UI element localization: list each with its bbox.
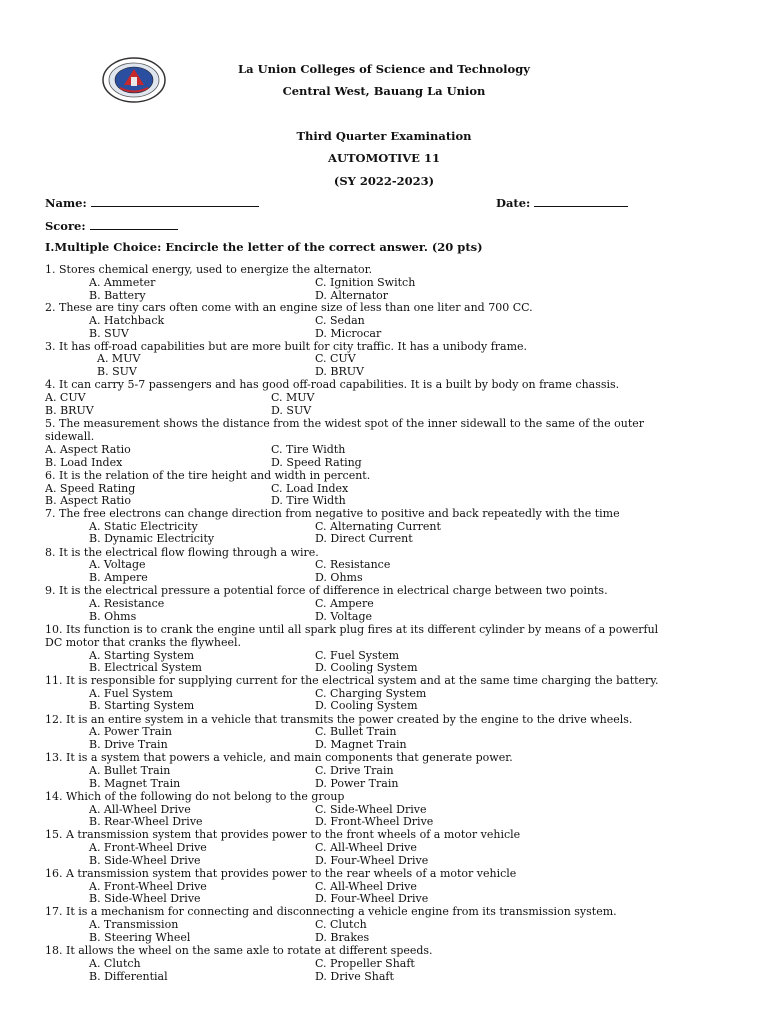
option-b[interactable]: B. Drive Train: [89, 738, 168, 751]
option-d[interactable]: D. BRUV: [315, 365, 365, 378]
option-a[interactable]: A. Front-Wheel Drive: [89, 841, 207, 854]
date-field[interactable]: [496, 196, 628, 210]
option-c[interactable]: C. Alternating Current: [315, 520, 441, 533]
option-d[interactable]: D. Cooling System: [315, 699, 418, 712]
option-c[interactable]: C. CUV: [315, 352, 356, 365]
question-7: 7. The free electrons can change direction from negative to positive and back repeatedly with the time: [45, 507, 620, 520]
question-1: 1. Stores chemical energy, used to energize the alternator.: [45, 263, 373, 276]
question-18: 18. It allows the wheel on the same axle to rotate at different speeds.: [45, 944, 433, 957]
option-d[interactable]: D. Four-Wheel Drive: [315, 892, 429, 905]
option-d[interactable]: D. Brakes: [315, 931, 370, 944]
option-c[interactable]: C. Clutch: [315, 918, 367, 931]
exam-subject: AUTOMOTIVE 11: [328, 151, 440, 165]
option-a[interactable]: A. Voltage: [89, 558, 146, 571]
question-3: 3. It has off-road capabilities but are more built for city traffic. It has a unibody frame.: [45, 340, 528, 353]
option-d[interactable]: D. Drive Shaft: [315, 970, 394, 983]
option-a[interactable]: A. Resistance: [89, 597, 165, 610]
question-4: 4. It can carry 5-7 passengers and has good off-road capabilities. It is a built by body on frame chassis.: [45, 378, 620, 391]
option-c[interactable]: C. Charging System: [315, 687, 427, 700]
option-a[interactable]: A. Hatchback: [89, 314, 165, 327]
question-15: 15. A transmission system that provides power to the front wheels of a motor vehicle: [45, 828, 521, 841]
option-a[interactable]: A. All-Wheel Drive: [89, 803, 191, 816]
school-year: (SY 2022-2023): [333, 174, 435, 188]
question-2: 2. These are tiny cars often come with an engine size of less than one liter and 700 CC.: [45, 301, 533, 314]
option-c[interactable]: C. Sedan: [315, 314, 365, 327]
option-a[interactable]: A. Transmission: [89, 918, 179, 931]
score-blank[interactable]: [90, 219, 178, 230]
option-b[interactable]: B. SUV: [89, 327, 129, 340]
option-c[interactable]: C. Side-Wheel Drive: [315, 803, 427, 816]
score-field[interactable]: [45, 219, 178, 233]
question-5-continued: sidewall.: [45, 430, 95, 443]
option-a[interactable]: A. Static Electricity: [89, 520, 198, 533]
option-a[interactable]: A. Clutch: [89, 957, 141, 970]
option-c[interactable]: C. MUV: [271, 391, 315, 404]
option-d[interactable]: D. Four-Wheel Drive: [315, 854, 429, 867]
option-b[interactable]: B. SUV: [97, 365, 137, 378]
option-c[interactable]: C. Bullet Train: [315, 725, 397, 738]
question-10-continued: DC motor that cranks the flywheel.: [45, 636, 242, 649]
question-12: 12. It is an entire system in a vehicle that transmits the power created by the engine to the drive wheels.: [45, 713, 633, 726]
option-d[interactable]: D. Alternator: [315, 289, 389, 302]
option-c[interactable]: C. Ignition Switch: [315, 276, 416, 289]
school-address: Central West, Bauang La Union: [282, 84, 486, 98]
option-b[interactable]: B. Ampere: [89, 571, 148, 584]
question-5: 5. The measurement shows the distance from the widest spot of the inner sidewall to the same of the outer: [45, 417, 645, 430]
option-c[interactable]: C. Drive Train: [315, 764, 394, 777]
option-d[interactable]: D. SUV: [271, 404, 312, 417]
question-6: 6. It is the relation of the tire height and width in percent.: [45, 469, 371, 482]
option-b[interactable]: B. Steering Wheel: [89, 931, 191, 944]
option-d[interactable]: D. Direct Current: [315, 532, 413, 545]
option-a[interactable]: A. CUV: [45, 391, 86, 404]
option-d[interactable]: D. Cooling System: [315, 661, 418, 674]
exam-title: Third Quarter Examination: [296, 129, 472, 143]
question-17: 17. It is a mechanism for connecting and disconnecting a vehicle engine from its transmission system.: [45, 905, 617, 918]
option-b[interactable]: B. Side-Wheel Drive: [89, 892, 201, 905]
question-9: 9. It is the electrical pressure a potential force of difference in electrical charge between two points.: [45, 584, 608, 597]
option-b[interactable]: B. Electrical System: [89, 661, 202, 674]
school-name: La Union Colleges of Science and Technology: [238, 62, 530, 76]
option-b[interactable]: B. Side-Wheel Drive: [89, 854, 201, 867]
option-a[interactable]: A. Front-Wheel Drive: [89, 880, 207, 893]
name-field[interactable]: [45, 196, 259, 210]
date-label: Date:: [496, 196, 531, 210]
option-c[interactable]: C. Load Index: [271, 482, 349, 495]
option-a[interactable]: A. Starting System: [89, 649, 195, 662]
option-a[interactable]: A. Aspect Ratio: [45, 443, 131, 456]
option-a[interactable]: A. Fuel System: [89, 687, 173, 700]
option-b[interactable]: B. Load Index: [45, 456, 123, 469]
option-d[interactable]: D. Voltage: [315, 610, 373, 623]
instructions: I.Multiple Choice: Encircle the letter of the correct answer. (20 pts): [45, 240, 483, 254]
option-d[interactable]: D. Tire Width: [271, 494, 346, 507]
option-d[interactable]: D. Microcar: [315, 327, 382, 340]
option-c[interactable]: C. Tire Width: [271, 443, 346, 456]
option-b[interactable]: B. Magnet Train: [89, 777, 181, 790]
option-b[interactable]: B. Aspect Ratio: [45, 494, 131, 507]
option-b[interactable]: B. Differential: [89, 970, 168, 983]
question-8: 8. It is the electrical flow flowing through a wire.: [45, 546, 319, 559]
option-b[interactable]: B. Starting System: [89, 699, 195, 712]
option-c[interactable]: C. All-Wheel Drive: [315, 841, 417, 854]
option-d[interactable]: D. Ohms: [315, 571, 363, 584]
option-a[interactable]: A. Power Train: [89, 725, 172, 738]
option-b[interactable]: B. Ohms: [89, 610, 137, 623]
option-c[interactable]: C. Resistance: [315, 558, 391, 571]
option-a[interactable]: A. Ammeter: [89, 276, 156, 289]
score-label: Score:: [45, 219, 86, 233]
question-14: 14. Which of the following do not belong to the group: [45, 790, 345, 803]
option-d[interactable]: D. Power Train: [315, 777, 399, 790]
option-a[interactable]: A. Bullet Train: [89, 764, 171, 777]
option-c[interactable]: C. Ampere: [315, 597, 374, 610]
option-a[interactable]: A. Speed Rating: [45, 482, 136, 495]
date-blank[interactable]: [534, 196, 628, 207]
name-blank[interactable]: [91, 196, 259, 207]
question-10: 10. Its function is to crank the engine until all spark plug fires at its different cylinder by means of a powerful: [45, 623, 659, 636]
option-b[interactable]: B. BRUV: [45, 404, 94, 417]
option-b[interactable]: B. Battery: [89, 289, 146, 302]
option-c[interactable]: C. Fuel System: [315, 649, 400, 662]
option-d[interactable]: D. Front-Wheel Drive: [315, 815, 434, 828]
option-a[interactable]: A. MUV: [97, 352, 141, 365]
question-11: 11. It is responsible for supplying current for the electrical system and at the same time charging the battery.: [45, 674, 659, 687]
name-label: Name:: [45, 196, 87, 210]
option-d[interactable]: D. Speed Rating: [271, 456, 362, 469]
option-c[interactable]: C. All-Wheel Drive: [315, 880, 417, 893]
option-b[interactable]: B. Rear-Wheel Drive: [89, 815, 203, 828]
option-d[interactable]: D. Magnet Train: [315, 738, 407, 751]
question-16: 16. A transmission system that provides power to the rear wheels of a motor vehicle: [45, 867, 517, 880]
option-b[interactable]: B. Dynamic Electricity: [89, 532, 215, 545]
option-c[interactable]: C. Propeller Shaft: [315, 957, 415, 970]
question-13: 13. It is a system that powers a vehicle, and main components that generate power.: [45, 751, 513, 764]
